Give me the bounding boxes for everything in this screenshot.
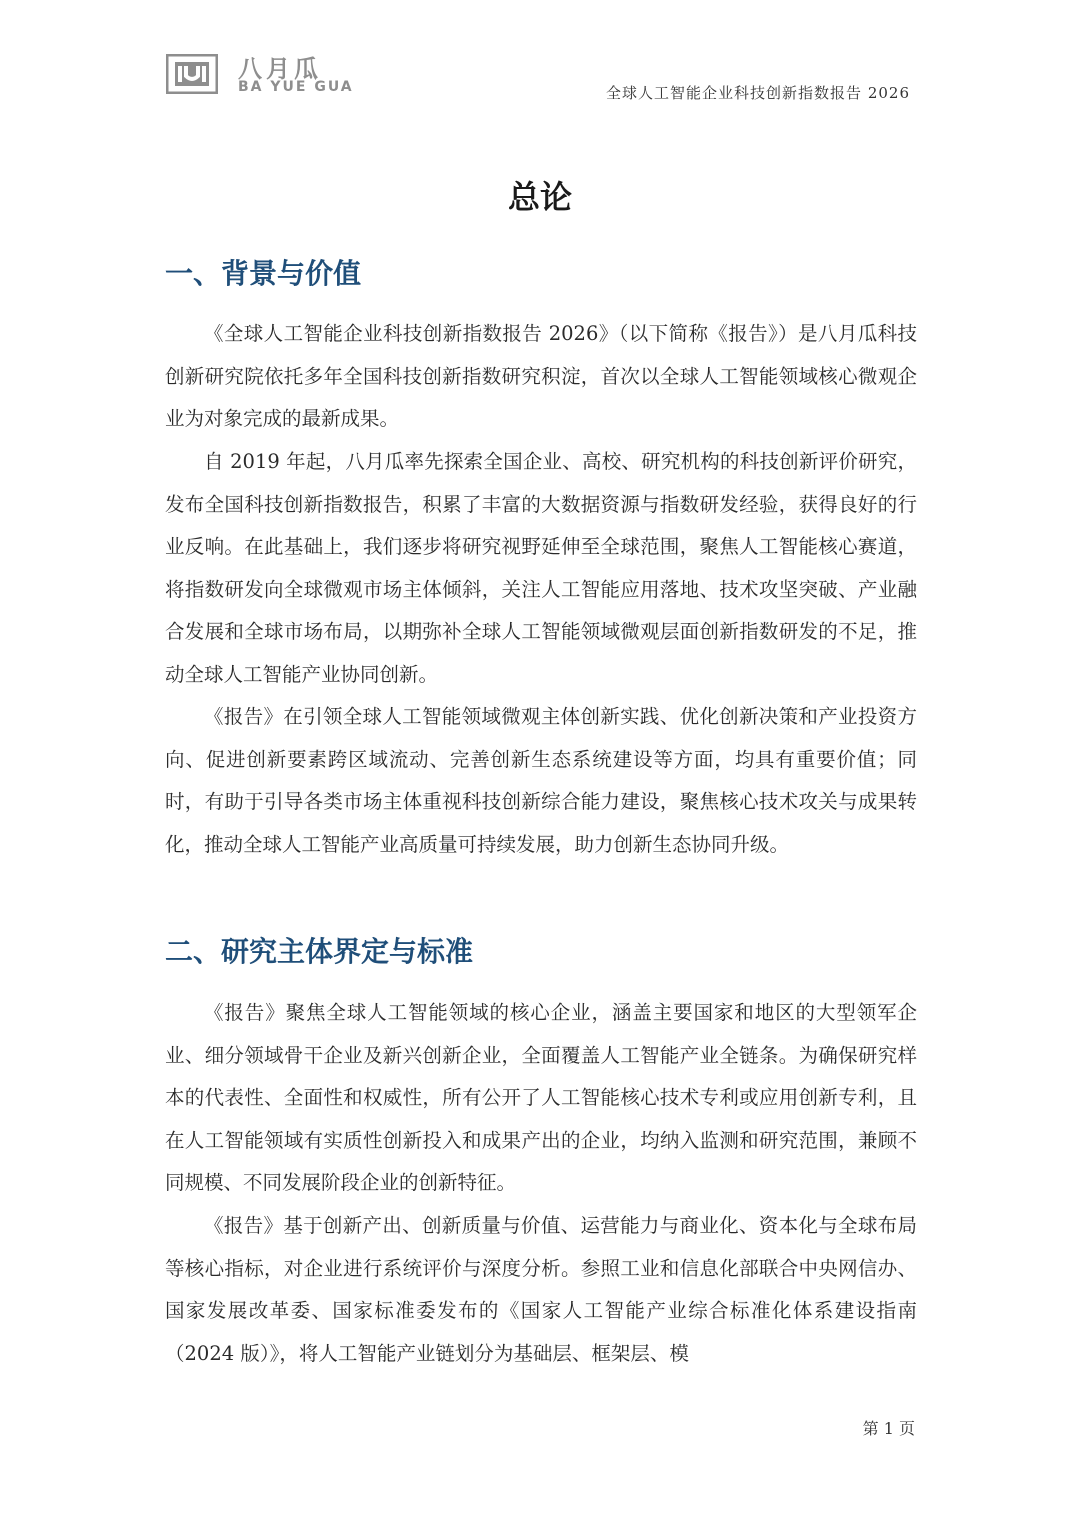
section-heading-background: 一、背景与价值 — [165, 257, 362, 290]
section-heading-scope: 二、研究主体界定与标准 — [165, 935, 474, 968]
page-title: 总论 — [507, 178, 572, 216]
page-header — [0, 0, 1080, 110]
running-header-title: 全球人工智能企业科技创新指数报告 2026 — [606, 84, 910, 102]
page-number: 第 1 页 — [862, 1419, 915, 1438]
paragraph-background-1: 《全球人工智能企业科技创新指数报告 2026》（以下简称《报告》）是八月瓜科技创新研究院依托多年全国科技创新指数研究积淀，首次以全球人工智能领域核心微观企业为对象完成的最新成果。 — [165, 322, 917, 430]
logo-english-text: BA YUE GUA — [238, 79, 354, 95]
bayuegua-logo-icon — [166, 54, 218, 94]
paragraph-scope-2: 《报告》基于创新产出、创新质量与价值、运营能力与商业化、资本化与全球布局等核心指标，对企业进行系统评价与深度分析。参照工业和信息化部联合中央网信办、国家发展改革委、国家标准委发布的《国家人工智能产业综合标准化体系建设指南（2024 版）》，将人工智能产业链划分为基础层、框架层、模 — [165, 1214, 917, 1365]
paragraph-background-3: 《报告》在引领全球人工智能领域微观主体创新实践、优化创新决策和产业投资方向、促进创新要素跨区域流动、完善创新生态系统建设等方面，均具有重要价值；同时，有助于引导各类市场主体重视科技创新综合能力建设，聚焦核心技术攻关与成果转化，推动全球人工智能产业高质量可持续发展，助力创新生态协同升级。 — [165, 705, 917, 856]
logo-chinese-text: 八月瓜 — [238, 55, 322, 83]
paragraph-background-2: 自 2019 年起，八月瓜率先探索全国企业、高校、研究机构的科技创新评价研究，发布全国科技创新指数报告，积累了丰富的大数据资源与指数研发经验，获得良好的行业反响。在此基础上，我们逐步将研究视野延伸至全球范围，聚焦人工智能核心赛道，将指数研发向全球微观市场主体倾斜，关注人工智能应用落地、技术攻坚突破、产业融合发展和全球市场布局，以期弥补全球人工智能领域微观层面创新指数研发的不足，推动全球人工智能产业协同创新。 — [165, 450, 917, 686]
paragraph-scope-1: 《报告》聚焦全球人工智能领域的核心企业，涵盖主要国家和地区的大型领军企业、细分领域骨干企业及新兴创新企业，全面覆盖人工智能产业全链条。为确保研究样本的代表性、全面性和权威性，所有公开了人工智能核心技术专利或应用创新专利，且在人工智能领域有实质性创新投入和成果产出的企业，均纳入监测和研究范围，兼顾不同规模、不同发展阶段企业的创新特征。 — [165, 1001, 917, 1194]
